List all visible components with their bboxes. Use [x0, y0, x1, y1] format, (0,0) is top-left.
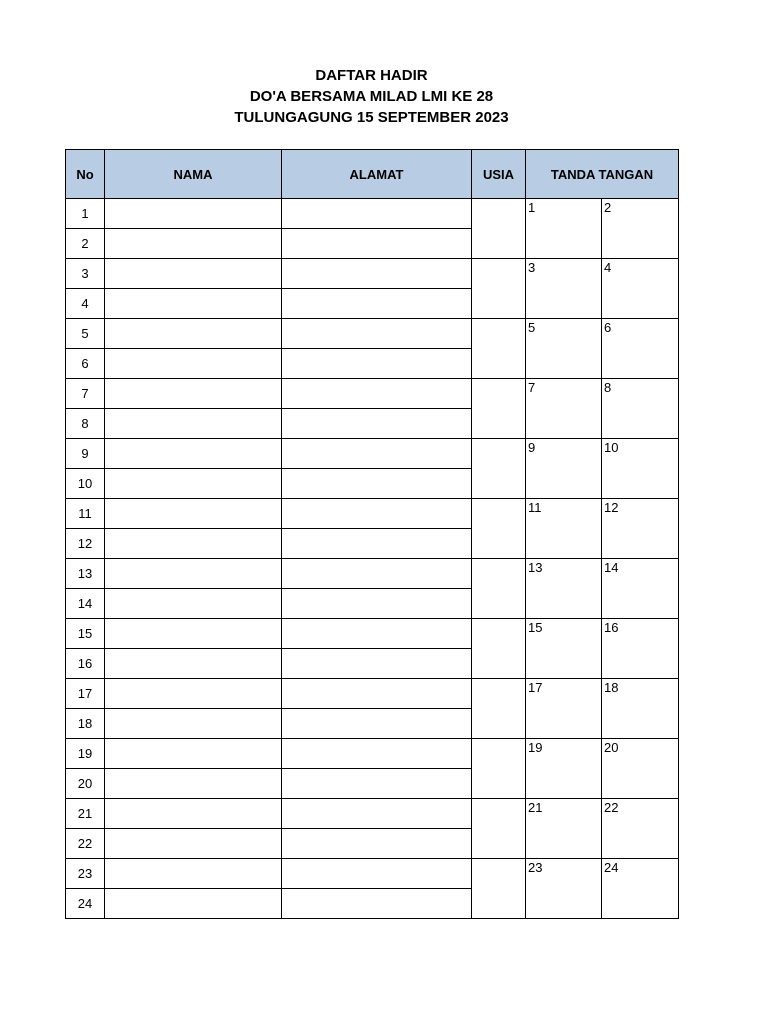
- table-row: [66, 679, 679, 709]
- signature-cell-right[interactable]: 18: [602, 679, 679, 739]
- table-body: [66, 199, 679, 919]
- nama-cell[interactable]: [105, 619, 282, 649]
- signature-cell-right[interactable]: 24: [602, 859, 679, 919]
- nama-cell[interactable]: [105, 799, 282, 829]
- alamat-cell[interactable]: [282, 679, 472, 709]
- table-row: [66, 319, 679, 349]
- alamat-cell[interactable]: [282, 379, 472, 409]
- signature-cell-right[interactable]: 20: [602, 739, 679, 799]
- row-number: 9: [66, 439, 105, 469]
- alamat-cell[interactable]: [282, 589, 472, 619]
- nama-cell[interactable]: [105, 499, 282, 529]
- nama-cell[interactable]: [105, 199, 282, 229]
- table-row: [66, 559, 679, 589]
- nama-cell[interactable]: [105, 469, 282, 499]
- nama-cell[interactable]: [105, 319, 282, 349]
- table-row: [66, 499, 679, 529]
- nama-cell[interactable]: [105, 229, 282, 259]
- usia-cell[interactable]: [472, 619, 526, 679]
- signature-cell-left[interactable]: 19: [526, 739, 602, 799]
- row-number: 10: [66, 469, 105, 499]
- signature-cell-right[interactable]: 14: [602, 559, 679, 619]
- row-number: 18: [66, 709, 105, 739]
- nama-cell[interactable]: [105, 409, 282, 439]
- table-row: [66, 739, 679, 769]
- signature-cell-right[interactable]: 10: [602, 439, 679, 499]
- signature-cell-left[interactable]: 7: [526, 379, 602, 439]
- row-number: 22: [66, 829, 105, 859]
- row-number: 13: [66, 559, 105, 589]
- table-row: [66, 619, 679, 649]
- table-header-row: [66, 150, 679, 199]
- nama-cell[interactable]: [105, 679, 282, 709]
- nama-cell[interactable]: [105, 889, 282, 919]
- signature-cell-right[interactable]: 8: [602, 379, 679, 439]
- signature-cell-left[interactable]: 17: [526, 679, 602, 739]
- row-number: 14: [66, 589, 105, 619]
- row-number: 12: [66, 529, 105, 559]
- alamat-cell[interactable]: [282, 739, 472, 769]
- signature-cell-right[interactable]: 22: [602, 799, 679, 859]
- header-usia: USIA: [472, 150, 526, 199]
- alamat-cell[interactable]: [282, 799, 472, 829]
- signature-cell-left[interactable]: 15: [526, 619, 602, 679]
- nama-cell[interactable]: [105, 649, 282, 679]
- alamat-cell[interactable]: [282, 559, 472, 589]
- alamat-cell[interactable]: [282, 859, 472, 889]
- nama-cell[interactable]: [105, 769, 282, 799]
- alamat-cell[interactable]: [282, 709, 472, 739]
- alamat-cell[interactable]: [282, 649, 472, 679]
- alamat-cell[interactable]: [282, 829, 472, 859]
- document-title: [0, 65, 743, 128]
- signature-cell-right[interactable]: 6: [602, 319, 679, 379]
- alamat-cell[interactable]: [282, 889, 472, 919]
- usia-cell[interactable]: [472, 199, 526, 259]
- nama-cell[interactable]: [105, 529, 282, 559]
- alamat-cell[interactable]: [282, 439, 472, 469]
- signature-cell-left[interactable]: 11: [526, 499, 602, 559]
- usia-cell[interactable]: [472, 439, 526, 499]
- signature-cell-right[interactable]: 16: [602, 619, 679, 679]
- row-number: 19: [66, 739, 105, 769]
- alamat-cell[interactable]: [282, 469, 472, 499]
- nama-cell[interactable]: [105, 829, 282, 859]
- usia-cell[interactable]: [472, 679, 526, 739]
- row-number: 7: [66, 379, 105, 409]
- usia-cell[interactable]: [472, 259, 526, 319]
- alamat-cell[interactable]: [282, 349, 472, 379]
- row-number: 20: [66, 769, 105, 799]
- usia-cell[interactable]: [472, 799, 526, 859]
- row-number: 2: [66, 229, 105, 259]
- alamat-cell[interactable]: [282, 319, 472, 349]
- row-number: 23: [66, 859, 105, 889]
- table-row: [66, 199, 679, 229]
- header-tanda-tangan: TANDA TANGAN: [526, 150, 679, 199]
- row-number: 6: [66, 349, 105, 379]
- title-line-2: DO'A BERSAMA MILAD LMI KE 28: [249, 88, 494, 105]
- usia-cell[interactable]: [472, 739, 526, 799]
- alamat-cell[interactable]: [282, 409, 472, 439]
- signature-cell-left[interactable]: 13: [526, 559, 602, 619]
- nama-cell[interactable]: [105, 739, 282, 769]
- header-no: No: [66, 150, 105, 199]
- row-number: 21: [66, 799, 105, 829]
- signature-cell-right[interactable]: 12: [602, 499, 679, 559]
- signature-cell-left[interactable]: 23: [526, 859, 602, 919]
- alamat-cell[interactable]: [282, 499, 472, 529]
- alamat-cell[interactable]: [282, 259, 472, 289]
- title-line-1: DAFTAR HADIR: [315, 67, 428, 84]
- alamat-cell[interactable]: [282, 769, 472, 799]
- usia-cell[interactable]: [472, 559, 526, 619]
- signature-cell-left[interactable]: 5: [526, 319, 602, 379]
- nama-cell[interactable]: [105, 589, 282, 619]
- row-number: 17: [66, 679, 105, 709]
- nama-cell[interactable]: [105, 349, 282, 379]
- table-row: [66, 859, 679, 889]
- usia-cell[interactable]: [472, 319, 526, 379]
- row-number: 3: [66, 259, 105, 289]
- table-row: [66, 799, 679, 829]
- row-number: 8: [66, 409, 105, 439]
- alamat-cell[interactable]: [282, 229, 472, 259]
- row-number: 4: [66, 289, 105, 319]
- signature-cell-right[interactable]: 2: [602, 199, 679, 259]
- alamat-cell[interactable]: [282, 289, 472, 319]
- signature-cell-left[interactable]: 1: [526, 199, 602, 259]
- usia-cell[interactable]: [472, 499, 526, 559]
- header-alamat: ALAMAT: [282, 150, 472, 199]
- row-number: 24: [66, 889, 105, 919]
- nama-cell[interactable]: [105, 859, 282, 889]
- alamat-cell[interactable]: [282, 529, 472, 559]
- alamat-cell[interactable]: [282, 619, 472, 649]
- attendance-table: [65, 149, 679, 919]
- usia-cell[interactable]: [472, 859, 526, 919]
- title-line-3: TULUNGAGUNG 15 SEPTEMBER 2023: [234, 109, 509, 126]
- nama-cell[interactable]: [105, 559, 282, 589]
- alamat-cell[interactable]: [282, 199, 472, 229]
- table-row: [66, 379, 679, 409]
- table-row: [66, 259, 679, 289]
- header-nama: NAMA: [105, 150, 282, 199]
- signature-cell-left[interactable]: 3: [526, 259, 602, 319]
- row-number: 16: [66, 649, 105, 679]
- row-number: 1: [66, 199, 105, 229]
- nama-cell[interactable]: [105, 289, 282, 319]
- signature-cell-left[interactable]: 9: [526, 439, 602, 499]
- table-row: [66, 439, 679, 469]
- row-number: 11: [66, 499, 105, 529]
- signature-cell-right[interactable]: 4: [602, 259, 679, 319]
- row-number: 15: [66, 619, 105, 649]
- row-number: 5: [66, 319, 105, 349]
- nama-cell[interactable]: [105, 709, 282, 739]
- usia-cell[interactable]: [472, 379, 526, 439]
- signature-cell-left[interactable]: 21: [526, 799, 602, 859]
- nama-cell[interactable]: [105, 439, 282, 469]
- nama-cell[interactable]: [105, 259, 282, 289]
- nama-cell[interactable]: [105, 379, 282, 409]
